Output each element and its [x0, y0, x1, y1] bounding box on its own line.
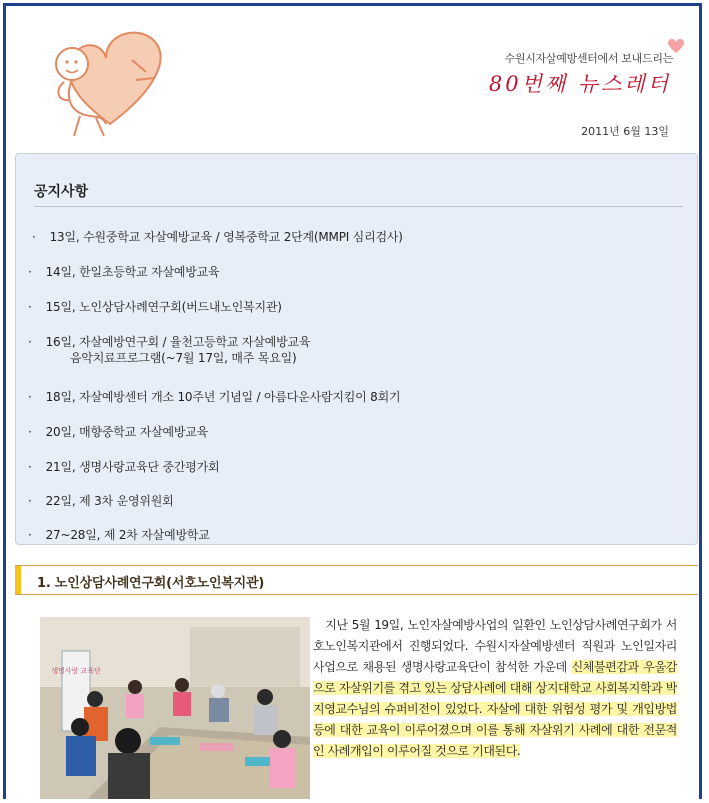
newsletter-title: 80번째 뉴스레터 — [488, 72, 671, 96]
notice-item: · 14일, 한일초등학교 자살예방교육 — [28, 265, 220, 279]
notice-item: · 13일, 수원중학교 자살예방교육 / 영복중학교 2단계(MMPI 심리검사) — [32, 230, 403, 244]
bullet: · — [28, 300, 32, 314]
notice-title: 공지사항 — [34, 184, 89, 200]
bullet: · — [28, 265, 32, 279]
section-header — [15, 565, 698, 595]
notice-item-sub: 음악치료프로그램(~7월 17일, 매주 목요일) — [70, 351, 297, 365]
notice-item: · 16일, 자살예방연구회 / 율천고등학교 자살예방교육 음악치료프로그램(~7월 17일, 매주 목요일) — [28, 335, 311, 365]
article-highlight: 신체불편감과 우울감으로 자살위기를 겪고 있는 상담사례에 대해 상지대학교 사회복지학과 박지영교수님의 슈퍼비전이 있었다. 자살에 대한 위험성 평가 및 개입방법 등에 대한 교육이 이루어졌으며 이를 통해 자살위기 사례에 대한 전문적인 사례개입이 이루어질 것으로 기대된다. — [313, 660, 677, 758]
bullet: · — [28, 528, 32, 542]
notice-item: · 15일, 노인상담사례연구회(버드내노인복지관) — [28, 300, 282, 314]
notice-item: · 27~28일, 제 2차 자살예방학교 — [28, 528, 210, 542]
person-hugging-heart-icon — [36, 20, 176, 138]
notice-box — [15, 153, 698, 545]
section-accent-bar — [15, 566, 21, 594]
bullet: · — [32, 230, 36, 244]
bullet: · — [28, 460, 32, 474]
meeting-photo — [40, 617, 310, 799]
section-article — [313, 615, 677, 762]
issue-date: 2011년 6월 13일 — [581, 125, 669, 138]
notice-item: · 20일, 매향중학교 자살예방교육 — [28, 425, 209, 439]
bullet: · — [28, 335, 32, 349]
section-title: 1. 노인상담사례연구회(서호노인복지관) — [37, 576, 265, 591]
notice-item: · 18일, 자살예방센터 개소 10주년 기념일 / 아름다운사람지킴이 8회기 — [28, 390, 401, 404]
notice-item: · 22일, 제 3차 운영위원회 — [28, 494, 174, 508]
photo-banner-text: 생명사랑 교육단 — [51, 667, 101, 675]
notice-divider — [34, 206, 683, 207]
bullet: · — [28, 390, 32, 404]
newsletter-frame — [3, 3, 702, 799]
header-subtitle: 수원시자살예방센터에서 보내드리는 — [504, 52, 673, 65]
notice-item: · 21일, 생명사랑교육단 중간평가회 — [28, 460, 220, 474]
article-text: 지난 5월 19일, 노인자살예방사업의 일환인 노인상담사례연구회가 서호노인복지관에서 진행되었다. 수원시자살예방센터 직원과 노인일자리사업으로 채용된 생명사랑교육단이 참석한 가운데 — [313, 618, 677, 674]
bullet: · — [28, 425, 32, 439]
bullet: · — [28, 494, 32, 508]
